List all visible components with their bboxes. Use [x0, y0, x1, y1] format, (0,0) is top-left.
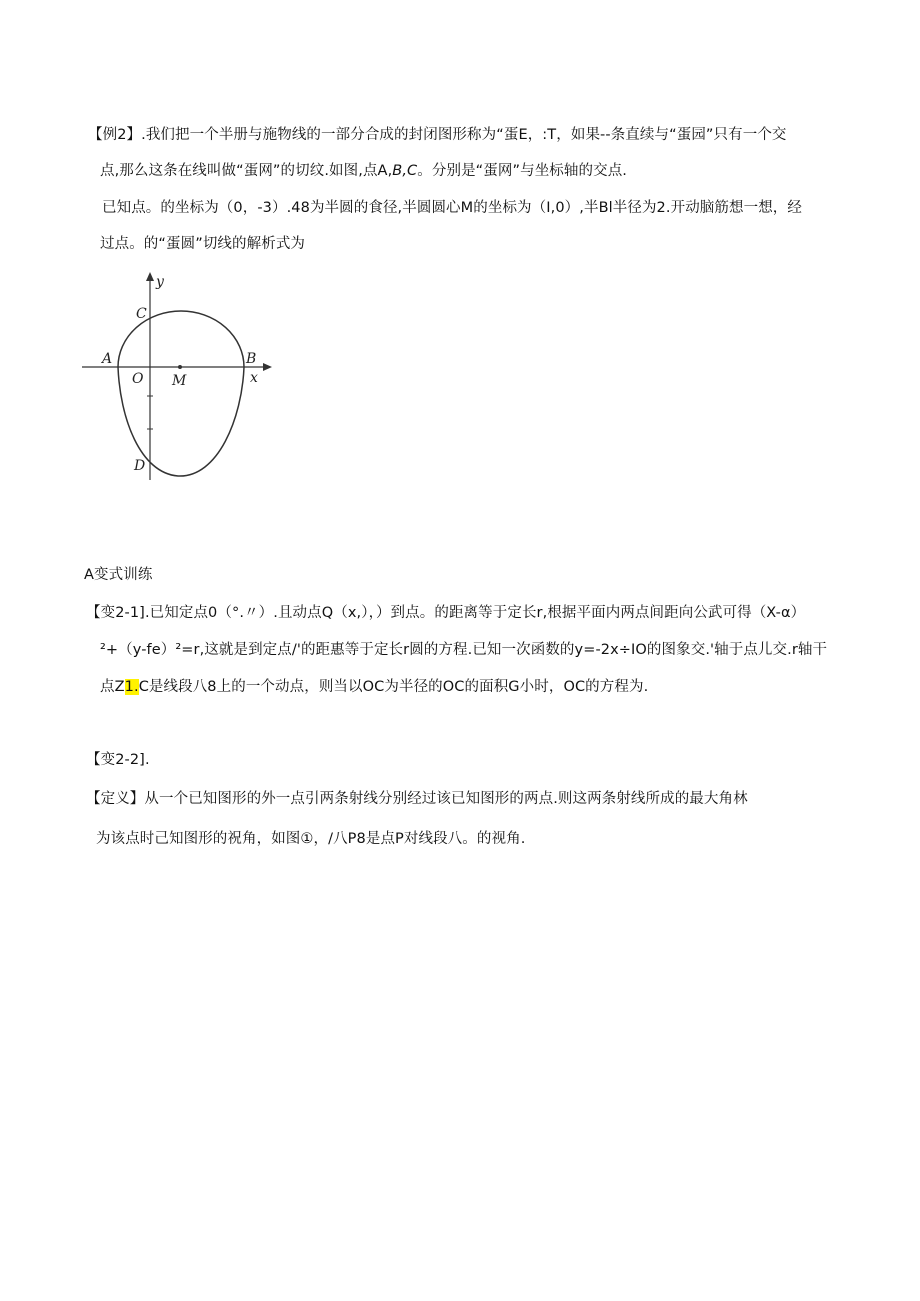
example2-line3 — [102, 198, 802, 218]
variant2-1-line1 — [86, 603, 805, 623]
example2-line1-text: 【例2】.我们把一个半册与施物线的一部分合成的封闭图形称为“蛋E，:T，如果--条直续与“蛋园”只有一个交 — [88, 127, 787, 143]
variant2-1-line3-end: C是线段八8上的一个动点，则当以OC为半径的OC的面积G小时，OC的方程为. — [138, 679, 649, 695]
example2-line2-italic: B,C — [392, 163, 418, 179]
label-m: M — [172, 373, 187, 389]
definition-line2-text: 为该点时己知图形的祝角，如图①，/八P8是点P对线段八。的视角. — [96, 831, 526, 847]
example2-line4-text: 过点。的“蛋圆”切线的解析式为 — [100, 236, 306, 252]
variant2-1-line2-text: ²+（y-fe）²=r,这就是到定点/'的距惠等于定长r圆的方程.已知一次函数的y=-2x÷IO的图象交.'轴于点儿交.r轴干 — [100, 642, 828, 658]
example2-line2-end: 。分别是“蛋网”与坐标轴的交点. — [417, 163, 627, 179]
label-d: D — [134, 458, 146, 474]
egg-curve-svg — [80, 268, 280, 486]
label-x: x — [250, 370, 258, 386]
label-a: A — [102, 351, 113, 367]
label-y: y — [156, 274, 164, 290]
label-o: O — [132, 371, 144, 387]
example2-line2 — [100, 161, 627, 181]
section-title-text: A变式训练 — [84, 567, 153, 583]
variant2-1-line1-text: 【变2-1].已知定点0（°.〃）.且动点Q（x,），）到点。的距离等于定长r,根据平面内两点间距向公武可得（X-α） — [86, 605, 806, 621]
example2-line2-text: 点,那么这条在线叫做“蛋网”的切纹.如图,点A, — [100, 163, 393, 179]
variant2-2-title — [86, 750, 150, 770]
variant2-1-line3-start: 点Z — [100, 679, 125, 695]
definition-line1-text: 【定义】从一个已知图形的外一点引两条射线分别经过该已知图形的两点.则这两条射线所成的最大角林 — [86, 791, 748, 807]
section-title — [84, 565, 152, 585]
label-b: B — [246, 351, 257, 367]
example2-line3-text: 已知点。的坐标为（0，-3）.48为半圆的食径,半圆圆心M的坐标为（I,0）,半Bl半径为2.开动脑筋想一想，经 — [102, 200, 802, 216]
definition-line1 — [86, 789, 748, 809]
egg-curve-figure — [80, 268, 280, 486]
variant2-1-line3 — [100, 677, 648, 697]
example2-line1 — [88, 125, 787, 145]
y-axis-arrow — [146, 272, 154, 281]
variant2-2-title-text: 【变2-2]. — [86, 752, 150, 768]
example2-line4 — [100, 234, 305, 254]
x-axis-arrow — [263, 363, 272, 371]
label-c: C — [136, 306, 147, 322]
definition-line2 — [96, 829, 525, 849]
highlighted-text: 1. — [124, 679, 139, 695]
variant2-1-line2 — [100, 640, 827, 660]
point-m — [178, 365, 182, 369]
